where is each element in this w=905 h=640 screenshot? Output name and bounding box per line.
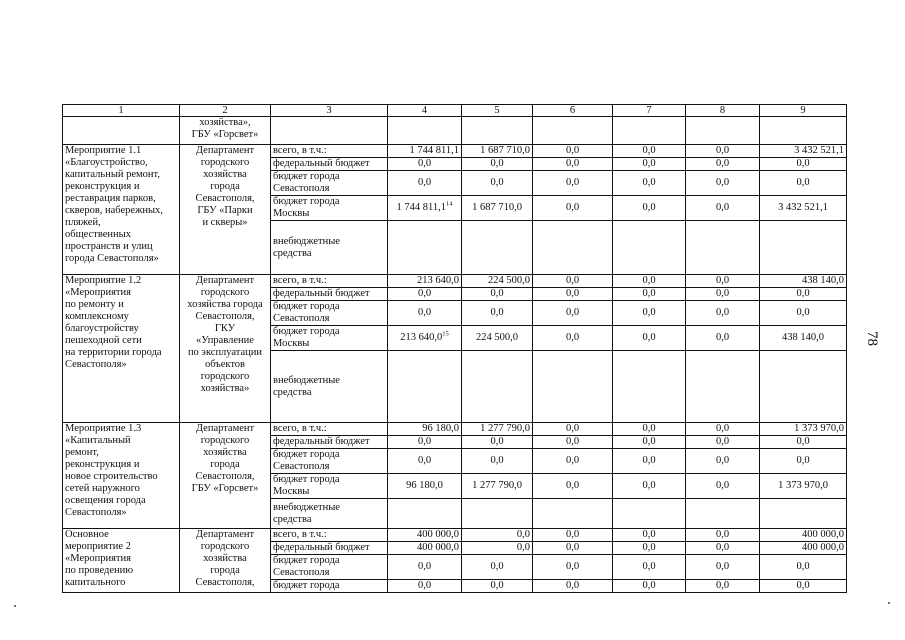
value-text: 0,0 (417, 580, 432, 591)
value-text: 1 373 970,0 (778, 480, 828, 491)
value-col-5 (462, 423, 533, 436)
funding-source: федеральный бюджет (271, 436, 388, 449)
funding-source: бюджет города Севастополя (271, 301, 388, 326)
value-col-6 (533, 580, 613, 593)
value-text: 0,0 (715, 423, 730, 434)
value-text: 0,0 (796, 455, 810, 466)
value-col-5 (462, 449, 533, 474)
value-text: 3 432 521,1 (778, 202, 828, 213)
value-col-4 (388, 171, 462, 196)
value-col-8 (686, 158, 760, 171)
value-col-4 (388, 474, 462, 499)
value-text: 0,0 (715, 561, 730, 572)
value-text: 0,0 (417, 561, 432, 572)
value-text: 0,0 (565, 332, 580, 343)
value-col-8 (686, 580, 760, 593)
funding-source: всего, в т.ч.: (271, 423, 388, 436)
value-col-8 (686, 221, 760, 275)
value-text: 0,0 (642, 529, 656, 540)
value-col-7 (613, 158, 686, 171)
value-col-6 (533, 449, 613, 474)
column-header-3: 3 (271, 105, 388, 117)
activity-name: Мероприятие 1.3 «Капитальный ремонт, реконструкция и новое строительство сетей наружного освещения города Севастополя» (63, 423, 180, 529)
value-col-7 (613, 555, 686, 580)
value-text: 1 744 811,1 (396, 202, 446, 213)
value-col-7 (613, 449, 686, 474)
value-text: 0,0 (490, 307, 504, 318)
value-text: 0,0 (642, 158, 656, 169)
value-col-6 (533, 301, 613, 326)
value-col-6 (533, 351, 613, 423)
value-col-5 (462, 474, 533, 499)
value-text: 0,0 (642, 542, 656, 553)
value-col-7 (613, 474, 686, 499)
value-col-9 (760, 145, 847, 158)
value-col-8 (686, 529, 760, 542)
value-text: 0,0 (715, 332, 730, 343)
budget-table (62, 104, 847, 593)
cont-cell-1 (63, 117, 180, 145)
value-text: 0,0 (715, 436, 730, 447)
value-text: 1 373 970,0 (794, 423, 844, 434)
value-col-4 (388, 301, 462, 326)
value-text: 0,0 (642, 561, 656, 572)
value-text: 0,0 (417, 307, 432, 318)
value-col-7 (613, 275, 686, 288)
value-text: 213 640,0 (400, 332, 443, 343)
value-text: 1 687 710,0 (472, 202, 522, 213)
value-text: 0,0 (490, 436, 504, 447)
value-text: 0,0 (642, 145, 656, 156)
value-col-7 (613, 529, 686, 542)
value-text: 400 000,0 (417, 542, 459, 553)
value-col-5 (462, 196, 533, 221)
value-col-8 (686, 288, 760, 301)
funding-source: бюджет города Севастополя (271, 449, 388, 474)
funding-source: всего, в т.ч.: (271, 275, 388, 288)
value-col-4 (388, 580, 462, 593)
value-text: 0,0 (715, 529, 730, 540)
value-col-9 (760, 474, 847, 499)
value-text: 0,0 (490, 580, 504, 591)
value-text: 0,0 (490, 177, 504, 188)
continuation-row (63, 117, 847, 145)
value-text: 0,0 (796, 561, 810, 572)
funding-source: внебюджетные средства (271, 499, 388, 529)
value-text: 438 140,0 (782, 332, 824, 343)
value-text: 0,0 (796, 436, 810, 447)
value-col-6 (533, 555, 613, 580)
value-col-8 (686, 449, 760, 474)
value-text: 1 744 811,1 (409, 145, 459, 156)
value-col-5 (462, 580, 533, 593)
value-col-9 (760, 542, 847, 555)
value-col-4 (388, 221, 462, 275)
cont-executor: хозяйства», ГБУ «Горсвет» (180, 117, 271, 145)
value-text: 0,0 (565, 542, 580, 553)
value-text: 0,0 (715, 580, 730, 591)
value-text: 96 180,0 (422, 423, 459, 434)
value-col-7 (613, 351, 686, 423)
value-col-6 (533, 196, 613, 221)
value-col-9 (760, 436, 847, 449)
value-text: 0,0 (565, 202, 580, 213)
page-number: 78 (864, 331, 880, 346)
value-text: 400 000,0 (417, 529, 459, 540)
value-col-8 (686, 196, 760, 221)
value-text: 0,0 (490, 288, 504, 299)
value-text: 0,0 (642, 436, 656, 447)
value-col-5 (462, 221, 533, 275)
value-text: 0,0 (715, 158, 730, 169)
funding-source: федеральный бюджет (271, 542, 388, 555)
value-col-7 (613, 326, 686, 351)
table-row (63, 145, 847, 158)
cont-cell-4 (388, 117, 462, 145)
value-col-7 (613, 301, 686, 326)
activity-name: Основное мероприятие 2 «Мероприятия по проведению капитального (63, 529, 180, 593)
value-col-7 (613, 171, 686, 196)
value-col-8 (686, 499, 760, 529)
cont-cell-9 (760, 117, 847, 145)
column-header-9: 9 (760, 105, 847, 117)
table-row (63, 275, 847, 288)
value-text: 0,0 (715, 455, 730, 466)
footnote-marker: 15 (442, 330, 449, 338)
value-col-4 (388, 288, 462, 301)
value-col-4 (388, 449, 462, 474)
value-col-6 (533, 171, 613, 196)
value-col-5 (462, 288, 533, 301)
value-col-9 (760, 221, 847, 275)
funding-source: всего, в т.ч.: (271, 529, 388, 542)
value-col-9 (760, 158, 847, 171)
value-col-5 (462, 351, 533, 423)
value-text: 0,0 (642, 275, 656, 286)
value-col-9 (760, 499, 847, 529)
value-text: 0,0 (565, 580, 580, 591)
activity-name: Мероприятие 1.1 «Благоустройство, капитальный ремонт, реконструкция и реставрация парков, скверов, набережных, пляжей, общественных пространств и улиц города Севастополя» (63, 145, 180, 275)
column-header-5: 5 (462, 105, 533, 117)
value-col-7 (613, 288, 686, 301)
column-header-1: 1 (63, 105, 180, 117)
value-col-5 (462, 529, 533, 542)
value-col-4 (388, 542, 462, 555)
value-text: 96 180,0 (406, 480, 443, 491)
funding-source: всего, в т.ч.: (271, 145, 388, 158)
value-text: 1 277 790,0 (480, 423, 530, 434)
value-col-4 (388, 158, 462, 171)
value-text: 0,0 (565, 307, 580, 318)
value-text: 213 640,0 (417, 275, 459, 286)
value-col-6 (533, 436, 613, 449)
value-text: 0,0 (565, 423, 580, 434)
value-col-9 (760, 171, 847, 196)
executor-name: Департамент городского хозяйства города Севастополя, ГКУ «Управление по эксплуатации объектов городского хозяйства» (180, 275, 271, 423)
value-text: 0,0 (642, 480, 656, 491)
value-col-9 (760, 423, 847, 436)
value-text: 0,0 (565, 145, 580, 156)
value-text: 0,0 (516, 529, 530, 540)
value-col-9 (760, 288, 847, 301)
value-col-5 (462, 326, 533, 351)
value-col-4 (388, 499, 462, 529)
funding-source: бюджет города Севастополя (271, 555, 388, 580)
value-col-4 (388, 529, 462, 542)
value-text: 0,0 (715, 480, 730, 491)
funding-source: внебюджетные средства (271, 221, 388, 275)
table-row (63, 423, 847, 436)
value-col-6 (533, 529, 613, 542)
funding-source: федеральный бюджет (271, 288, 388, 301)
value-text: 0,0 (642, 288, 656, 299)
value-col-6 (533, 423, 613, 436)
value-col-9 (760, 301, 847, 326)
value-text: 0,0 (796, 307, 810, 318)
value-col-5 (462, 555, 533, 580)
cont-cell-8 (686, 117, 760, 145)
value-col-8 (686, 474, 760, 499)
value-text: 438 140,0 (802, 275, 844, 286)
value-col-9 (760, 326, 847, 351)
footnote-marker: 14 (446, 200, 453, 208)
value-col-7 (613, 499, 686, 529)
value-text: 0,0 (565, 275, 580, 286)
value-col-9 (760, 580, 847, 593)
value-text: 3 432 521,1 (794, 145, 844, 156)
value-text: 0,0 (715, 145, 730, 156)
value-col-8 (686, 301, 760, 326)
value-col-8 (686, 145, 760, 158)
value-text: 0,0 (715, 275, 730, 286)
value-text: 400 000,0 (802, 542, 844, 553)
scan-speck (14, 605, 16, 607)
value-text: 0,0 (565, 177, 580, 188)
value-text: 0,0 (642, 332, 656, 343)
value-text: 1 687 710,0 (480, 145, 530, 156)
value-text: 0,0 (516, 542, 530, 553)
value-col-5 (462, 275, 533, 288)
value-col-8 (686, 171, 760, 196)
value-col-6 (533, 474, 613, 499)
value-col-4 (388, 351, 462, 423)
value-text: 0,0 (490, 158, 504, 169)
value-col-6 (533, 542, 613, 555)
value-col-4 (388, 423, 462, 436)
value-col-8 (686, 436, 760, 449)
value-col-7 (613, 436, 686, 449)
value-text: 0,0 (417, 288, 432, 299)
value-col-9 (760, 529, 847, 542)
value-text: 0,0 (642, 202, 656, 213)
value-col-8 (686, 275, 760, 288)
value-col-8 (686, 555, 760, 580)
value-col-5 (462, 145, 533, 158)
value-col-9 (760, 275, 847, 288)
funding-source: бюджет города Москвы (271, 474, 388, 499)
value-text: 0,0 (565, 529, 580, 540)
value-col-4 (388, 275, 462, 288)
value-col-7 (613, 145, 686, 158)
value-col-6 (533, 145, 613, 158)
value-text: 0,0 (642, 177, 656, 188)
value-text: 0,0 (715, 177, 730, 188)
executor-name: Департамент городского хозяйства города Севастополя, ГБУ «Парки и скверы» (180, 145, 271, 275)
value-col-5 (462, 436, 533, 449)
value-text: 0,0 (642, 580, 656, 591)
value-text: 0,0 (417, 177, 432, 188)
cont-cell-6 (533, 117, 613, 145)
value-text: 1 277 790,0 (472, 480, 522, 491)
table-row (63, 529, 847, 542)
column-header-6: 6 (533, 105, 613, 117)
value-col-5 (462, 171, 533, 196)
activity-name: Мероприятие 1.2 «Мероприятия по ремонту и комплексному благоустройству пешеходной сети на территории города Севастополя» (63, 275, 180, 423)
value-text: 0,0 (642, 307, 656, 318)
value-col-4 (388, 555, 462, 580)
value-col-5 (462, 542, 533, 555)
value-col-5 (462, 158, 533, 171)
value-col-7 (613, 196, 686, 221)
value-col-9 (760, 449, 847, 474)
funding-source: бюджет города Москвы (271, 196, 388, 221)
value-text: 0,0 (796, 158, 810, 169)
value-col-7 (613, 580, 686, 593)
scan-speck (888, 602, 890, 604)
value-col-6 (533, 158, 613, 171)
value-text: 224 500,0 (488, 275, 530, 286)
value-text: 0,0 (417, 455, 432, 466)
value-text: 0,0 (490, 561, 504, 572)
value-col-5 (462, 499, 533, 529)
value-col-9 (760, 196, 847, 221)
value-text: 0,0 (715, 307, 730, 318)
value-col-8 (686, 351, 760, 423)
column-header-8: 8 (686, 105, 760, 117)
value-text: 0,0 (565, 288, 580, 299)
value-col-6 (533, 221, 613, 275)
value-text: 0,0 (490, 455, 504, 466)
value-text: 0,0 (796, 177, 810, 188)
cont-cell-7 (613, 117, 686, 145)
header-row (63, 105, 847, 117)
value-text: 0,0 (565, 436, 580, 447)
executor-name: Департамент городского хозяйства города Севастополя, ГБУ «Горсвет» (180, 423, 271, 529)
value-col-6 (533, 275, 613, 288)
value-text: 400 000,0 (802, 529, 844, 540)
column-header-2: 2 (180, 105, 271, 117)
value-text: 0,0 (642, 455, 656, 466)
column-header-7: 7 (613, 105, 686, 117)
executor-name: Департамент городского хозяйства города Севастополя, (180, 529, 271, 593)
value-col-6 (533, 288, 613, 301)
value-text: 0,0 (642, 423, 656, 434)
funding-source: федеральный бюджет (271, 158, 388, 171)
value-col-6 (533, 499, 613, 529)
cont-cell-3 (271, 117, 388, 145)
funding-source: бюджет города Москвы (271, 326, 388, 351)
value-col-7 (613, 423, 686, 436)
column-header-4: 4 (388, 105, 462, 117)
value-text: 0,0 (565, 158, 580, 169)
value-col-7 (613, 542, 686, 555)
value-text: 0,0 (417, 158, 432, 169)
value-text: 0,0 (715, 288, 730, 299)
value-col-5 (462, 301, 533, 326)
value-text: 0,0 (715, 202, 730, 213)
value-text: 0,0 (796, 288, 810, 299)
value-text: 0,0 (565, 455, 580, 466)
value-col-8 (686, 542, 760, 555)
value-text: 0,0 (565, 480, 580, 491)
value-col-4 (388, 436, 462, 449)
value-text: 0,0 (715, 542, 730, 553)
value-col-9 (760, 555, 847, 580)
value-text: 0,0 (417, 436, 432, 447)
value-col-4 (388, 326, 462, 351)
value-col-9 (760, 351, 847, 423)
cont-cell-5 (462, 117, 533, 145)
value-text: 0,0 (565, 561, 580, 572)
value-text: 224 500,0 (476, 332, 518, 343)
value-text: 0,0 (796, 580, 810, 591)
value-col-8 (686, 423, 760, 436)
value-col-4 (388, 196, 462, 221)
value-col-4 (388, 145, 462, 158)
value-col-6 (533, 326, 613, 351)
value-col-7 (613, 221, 686, 275)
value-col-8 (686, 326, 760, 351)
funding-source: внебюджетные средства (271, 351, 388, 423)
funding-source: бюджет города (271, 580, 388, 593)
funding-source: бюджет города Севастополя (271, 171, 388, 196)
